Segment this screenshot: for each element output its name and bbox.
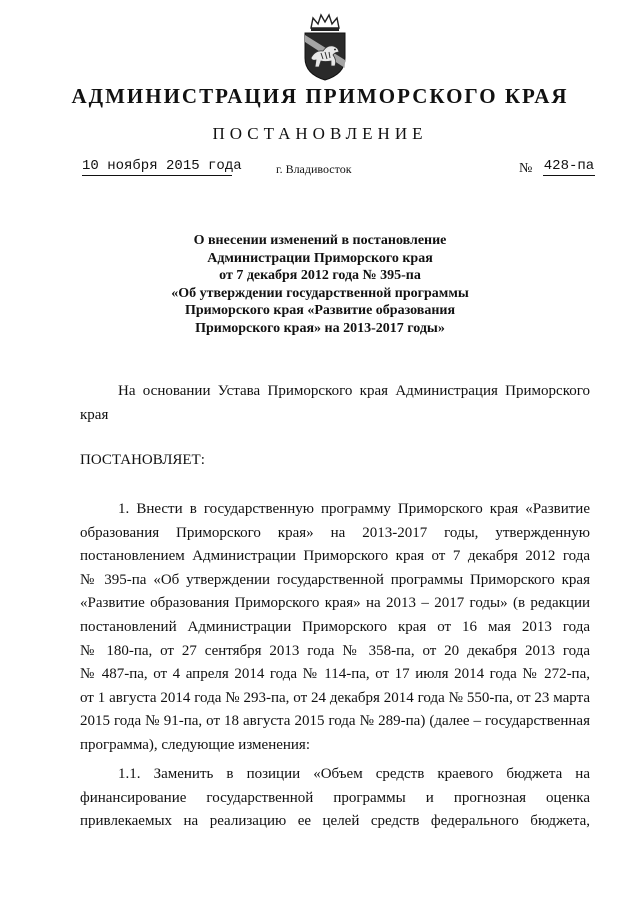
paragraph-1-1 xyxy=(80,763,590,834)
number-sign: № xyxy=(519,161,533,176)
body-line: № 180-па, от 27 сентября 2013 года № 358-па, от 20 декабря 2013 года xyxy=(80,642,590,659)
subject-line: Приморского края «Развитие образования xyxy=(184,303,456,318)
subject-line: «Об утверждении государственной программы xyxy=(171,285,469,301)
paragraph-1 xyxy=(80,498,590,758)
document-type: ПОСТАНОВЛЕНИЕ xyxy=(212,124,428,143)
organization-title: АДМИНИСТРАЦИЯ ПРИМОРСКОГО КРАЯ xyxy=(71,84,569,108)
body-line: края xyxy=(80,406,109,423)
body-line: программа), следующие изменения: xyxy=(80,736,310,753)
body-line: привлекаемых на реализацию ее целей средств федерального бюджета, xyxy=(80,813,590,830)
subject-line: Администрации Приморского края xyxy=(207,250,433,266)
document-subject xyxy=(100,232,540,337)
body-line: финансирование государственной программы и прогнозная оценка xyxy=(80,789,590,806)
basis-paragraph xyxy=(80,380,590,427)
body-line: постановлением Администрации Приморского края от 7 декабря 2012 года xyxy=(80,548,590,565)
subject-line: Приморского края» на 2013-2017 годы» xyxy=(195,320,445,336)
body-line: постановлений Администрации Приморского края от 16 мая 2013 года xyxy=(80,618,590,635)
body-line: от 1 августа 2014 года № 293-па, от 24 декабря 2014 года № 550-па, от 23 марта xyxy=(80,689,590,706)
body-line: 2015 года № 91-па, от 18 августа 2015 года № 289-па) (далее – государственная xyxy=(80,713,590,730)
body-line: На основании Устава Приморского края Администрация Приморского xyxy=(118,383,590,399)
body-line: 1.1. Заменить в позиции «Объем средств краевого бюджета на xyxy=(118,766,590,782)
body-line: 1. Внести в государственную программу Приморского края «Развитие xyxy=(118,501,590,517)
document-date: 10 ноября 2015 года xyxy=(82,158,242,174)
body-line: № 487-па, от 4 апреля 2014 года № 114-па, от 17 июля 2014 года № 272-па, xyxy=(80,666,590,683)
body-line: № 395-па «Об утверждении государственной программы Приморского края xyxy=(80,571,590,588)
document-place: г. Владивосток xyxy=(276,162,352,176)
coat-of-arms-icon xyxy=(297,12,353,82)
subject-line: О внесении изменений в постановление xyxy=(193,233,447,248)
body-line: образования Приморского края» на 2013-2017 годы, утвержденную xyxy=(80,524,590,541)
body-line: «Развитие образования Приморского края» на 2013 – 2017 годы» (в редакции xyxy=(80,595,590,612)
decree-word: ПОСТАНОВЛЯЕТ: xyxy=(80,452,205,468)
subject-line: от 7 декабря 2012 года № 395-па xyxy=(219,268,421,283)
document-number: 428-па xyxy=(543,158,595,174)
